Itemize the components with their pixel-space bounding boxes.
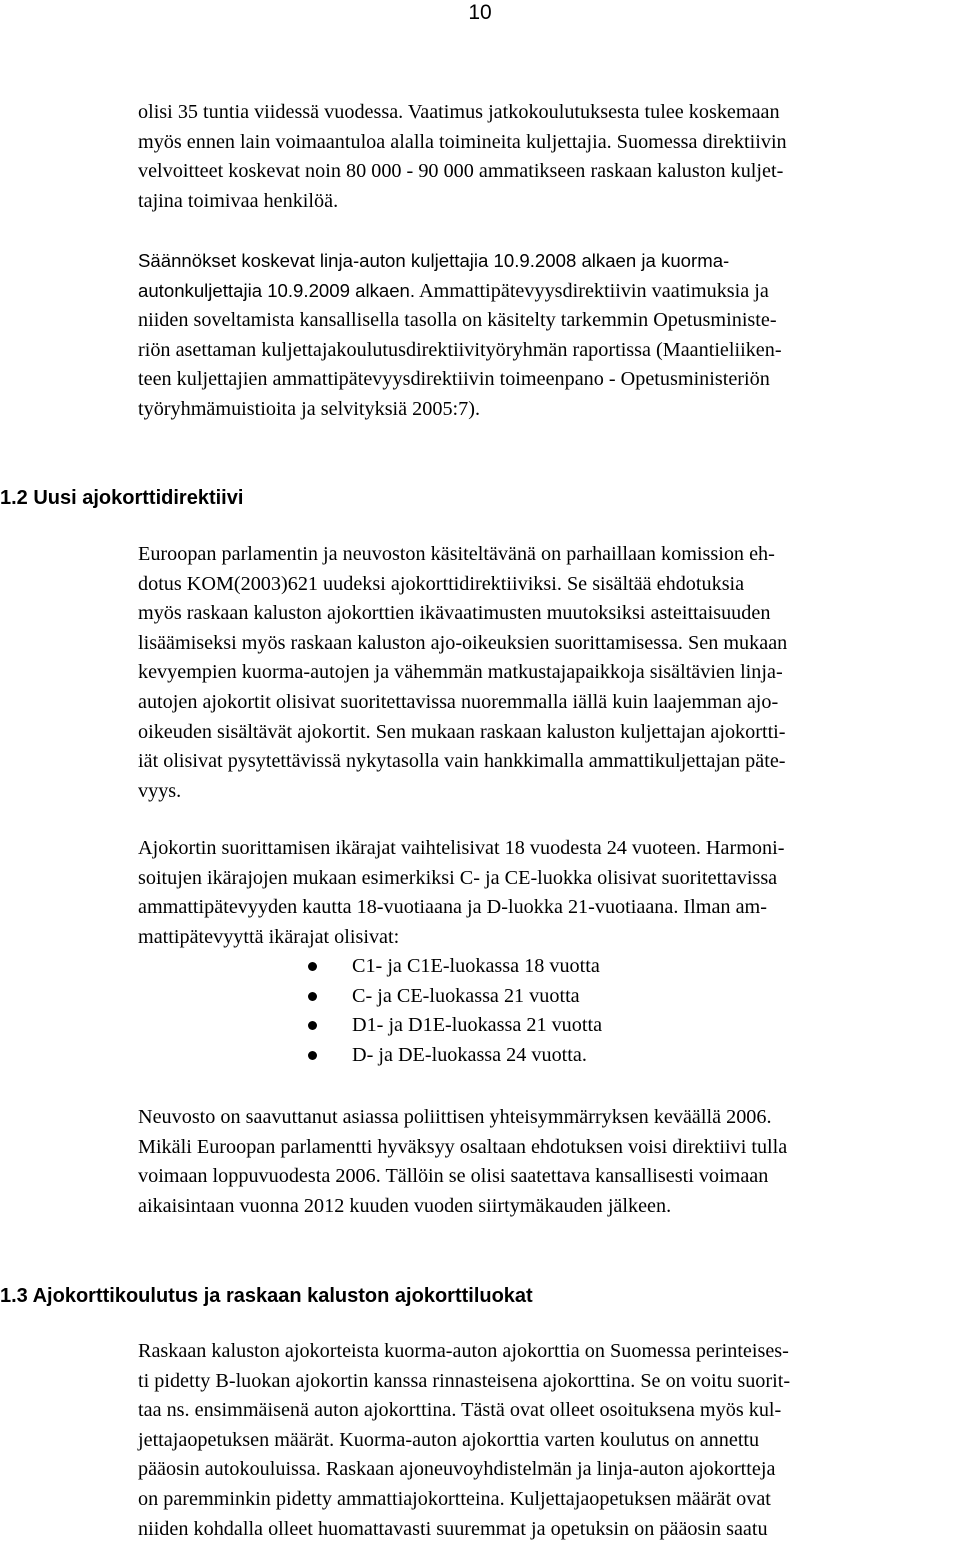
- text-line: aikaisintaan vuonna 2012 kuuden vuoden siirtymäkauden jälkeen.: [138, 1194, 672, 1217]
- text-line: pääosin autokouluissa. Raskaan ajoneuvoyhdistelmän ja linja-auton ajokortteja: [138, 1458, 776, 1481]
- text-line: Säännökset koskevat linja-auton kuljettajia 10.9.2008 alkaen ja kuorma-: [138, 250, 730, 271]
- text-line: soitujen ikärajojen mukaan esimerkiksi C- ja CE-luokka olisivat suoritettavissa: [138, 866, 778, 889]
- text-line: jettajaopetuksen määrät. Kuorma-auton ajokorttia varten koulutus on annettu: [138, 1428, 760, 1451]
- bullet-icon: [308, 992, 317, 1001]
- text-line: Neuvosto on saavuttanut asiassa poliittisen yhteisymmärryksen keväällä 2006.: [138, 1106, 772, 1128]
- text-line: vyys.: [138, 779, 182, 802]
- rules-paragraph: [138, 246, 958, 425]
- page-number: 10: [468, 1, 492, 24]
- bullet-icon: [308, 1051, 317, 1060]
- bullet-icon: [308, 962, 317, 971]
- text-line: iät olisivat pysytettävissä nykytasolla vain hankkimalla ammattikuljettajan päte-: [138, 750, 786, 773]
- list-item: [308, 982, 602, 1012]
- text-line: velvoitteet koskevat noin 80 000 - 90 000 ammatikseen raskaan kaluston kuljet-: [138, 160, 784, 183]
- text-line: myös ennen lain voimaantuloa alalla toimineita kuljettajia. Suomessa direktiivin: [138, 130, 787, 153]
- text-line: ammattipätevyyden kautta 18-vuotiaana ja D-luokka 21-vuotiaana. Ilman am-: [138, 896, 767, 919]
- list-item: [308, 952, 602, 982]
- section-heading: 1.2 Uusi ajokorttidirektiivi: [0, 487, 244, 509]
- text-line: teen kuljettajien ammattipätevyysdirektiivin toimeenpano - Opetusministeriön: [138, 368, 770, 391]
- text-line: on paremminkin pidetty ammattiajokortteina. Kuljettajaopetuksen määrät ovat: [138, 1487, 771, 1510]
- text-line: Ajokortin suorittamisen ikärajat vaihtelisivat 18 vuodesta 24 vuoteen. Harmoni-: [138, 837, 785, 859]
- text-line: [138, 276, 958, 307]
- text-line: voimaan loppuvuodesta 2006. Tällöin se olisi saatettava kansallisesti voimaan: [138, 1165, 769, 1188]
- text-line: myös raskaan kaluston ajokorttien ikävaatimusten muutoksiksi asteittaisuuden: [138, 602, 771, 625]
- text-line: kevyempien kuorma-autojen ja vähemmän matkustajapaikkoja sisältävien linja-: [138, 661, 783, 684]
- text-line: taa ns. ensimmäisenä auton ajokorttina. Tästä ovat olleet osoituksena myös kul-: [138, 1399, 782, 1422]
- text-line: Mikäli Euroopan parlamentti hyväksyy osaltaan ehdotuksen voisi direktiivi tulla: [138, 1135, 788, 1158]
- text-line: niiden soveltamista kansallisella tasolla on käsitelty tarkemmin Opetusministe-: [138, 309, 777, 332]
- list-item: [308, 1011, 602, 1041]
- text-fragment-sans: autonkuljettajia 10.9.2009 alkaen.: [138, 279, 416, 301]
- text-line: ti pidetty B-luokan ajokortin kanssa rinnasteisena ajokorttina. Se on voitu suorit-: [138, 1369, 791, 1392]
- list-item-text: D- ja DE-luokassa 24 vuotta.: [352, 1043, 587, 1066]
- text-line: olisi 35 tuntia viidessä vuodessa. Vaatimus jatkokoulutuksesta tulee koskemaan: [138, 101, 780, 123]
- list-item-text: C- ja CE-luokassa 21 vuotta: [352, 984, 580, 1007]
- intro-paragraph: [138, 98, 958, 216]
- text-line: oikeuden sisältävät ajokortit. Sen mukaan raskaan kaluston kuljettajan ajokortti-: [138, 720, 786, 743]
- section-paragraph: [138, 1337, 958, 1544]
- list-item-text: D1- ja D1E-luokassa 21 vuotta: [352, 1014, 603, 1037]
- text-line: työryhmämuistioita ja selvityksiä 2005:7).: [138, 397, 481, 420]
- text-line: riön asettaman kuljettajakoulutusdirektiivityöryhmän raportissa (Maantieliiken-: [138, 338, 782, 361]
- text-line: autojen ajokortit olisivat suoritettavissa nuoremmalla iällä kuin laajemman ajo-: [138, 690, 779, 713]
- text-line: Raskaan kaluston ajokorteista kuorma-auton ajokorttia on Suomessa perinteises-: [138, 1340, 789, 1362]
- text-line: lisäämiseksi myös raskaan kaluston ajo-oikeuksien suorittamisessa. Sen mukaan: [138, 631, 788, 654]
- list-item: [308, 1041, 602, 1071]
- text-line: Euroopan parlamentin ja neuvoston käsiteltävänä on parhaillaan komission eh-: [138, 543, 775, 565]
- section-paragraph: [138, 1103, 958, 1221]
- bullet-icon: [308, 1021, 317, 1030]
- section-heading: 1.3 Ajokorttikoulutus ja raskaan kaluston ajokorttiluokat: [0, 1285, 533, 1307]
- text-line: tajina toimivaa henkilöä.: [138, 189, 339, 212]
- section-paragraph: [138, 540, 958, 806]
- section-paragraph: [138, 834, 958, 952]
- age-limit-list: [308, 952, 602, 1070]
- text-line: mattipätevyyttä ikärajat olisivat:: [138, 925, 400, 948]
- text-line: niiden kohdalla olleet huomattavasti suuremmat ja opetuksin on pääosin saatu: [138, 1517, 768, 1540]
- list-item-text: C1- ja C1E-luokassa 18 vuotta: [352, 955, 600, 977]
- text-line: dotus KOM(2003)621 uudeksi ajokorttidirektiiviksi. Se sisältää ehdotuksia: [138, 572, 745, 595]
- text-fragment-serif: Ammattipätevyysdirektiivin vaatimuksia ja: [415, 279, 769, 302]
